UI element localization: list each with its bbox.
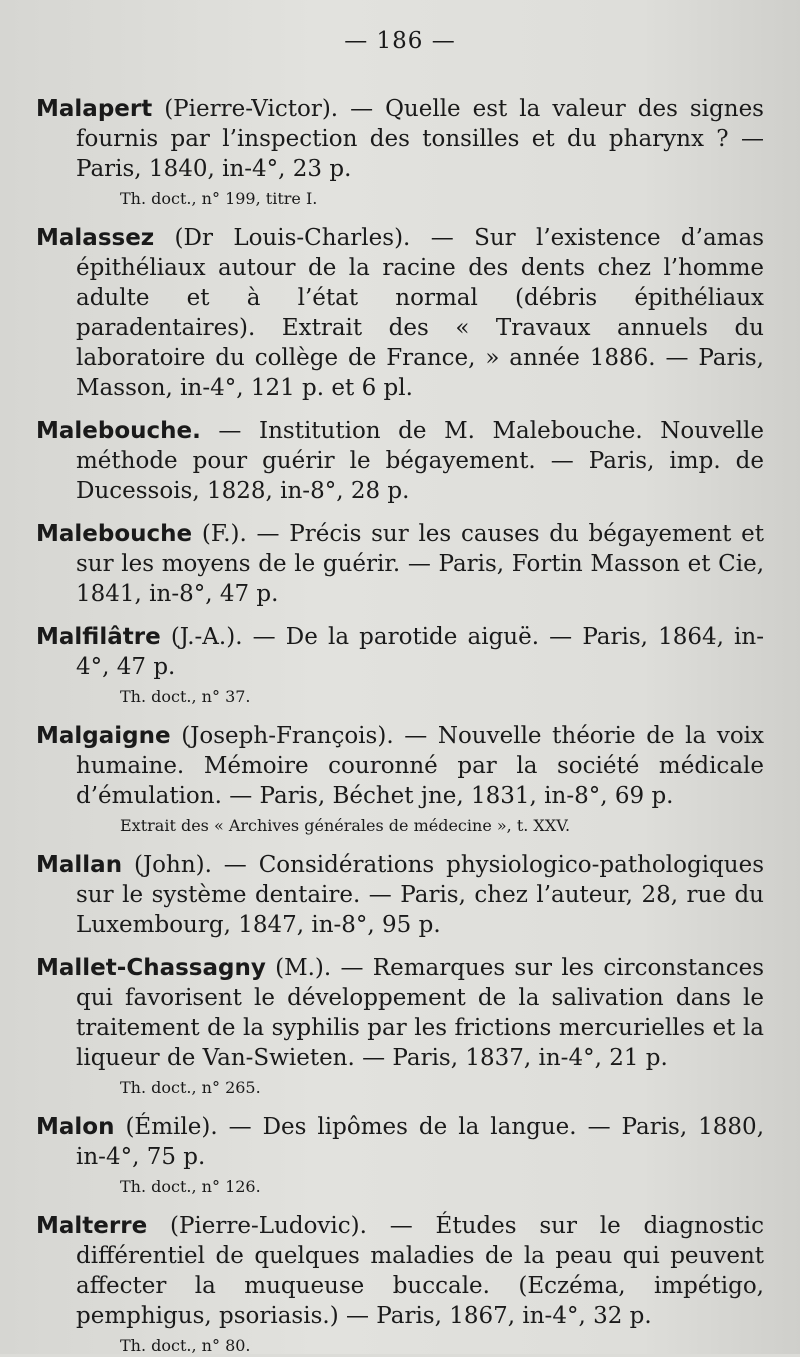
entry-body: (M.). — Remarques sur les circonstances qui favorisent le développement de la salivation dans le traitement de la syphilis par les frictions mercurielles et la liqueur de Van-Swieten. — Paris, 1837, in-4°, 21 p.: [76, 955, 764, 1071]
bibliography-entry: [36, 519, 764, 609]
entry-text: [36, 416, 764, 506]
bibliography-entry: [36, 223, 764, 403]
entry-note: Th. doct., n° 265.: [120, 1078, 261, 1097]
bibliography-entry: [36, 622, 764, 708]
entry-text: [36, 953, 764, 1073]
author-name: Mallet-Chassagny: [36, 955, 266, 981]
entry-body: (Pierre-Ludovic). — Études sur le diagnostic différentiel de quelques maladies de la peau qui peuvent affecter la muqueuse buccale. (Eczéma, impétigo, pemphigus, psoriasis.) — Paris, 1867, in-4°, 32 p.: [76, 1213, 764, 1329]
entry-text: [36, 622, 764, 682]
entry-body: (John). — Considérations physiologico-pathologiques sur le système dentaire. — Paris, chez l’auteur, 28, rue du Luxembourg, 1847, in-8°, 95 p.: [76, 852, 764, 938]
entry-body: (Pierre-Victor). — Quelle est la valeur des signes fournis par l’inspection des tonsilles et du pharynx ? — Paris, 1840, in-4°, 23 p.: [76, 96, 764, 182]
entry-body: (Joseph-François). — Nouvelle théorie de la voix humaine. Mémoire couronné par la société médicale d’émulation. — Paris, Béchet jne, 1831, in-8°, 69 p.: [76, 723, 764, 809]
author-name: Malapert: [36, 96, 153, 122]
bibliography-entry: [36, 721, 764, 837]
entry-body: (Dr Louis-Charles). — Sur l’existence d’amas épithéliaux autour de la racine des dents chez l’homme adulte et à l’état normal (débris épithéliaux paradentaires). Extrait des « Travaux annuels du laboratoire du collège de France, » année 1886. — Paris, Masson, in-4°, 121 p. et 6 pl.: [76, 225, 764, 401]
entry-note: Extrait des « Archives générales de médecine », t. XXV.: [120, 816, 571, 835]
bibliography-entry: [36, 850, 764, 940]
entry-body: (J.-A.). — De la parotide aiguë. — Paris, 1864, in-4°, 47 p.: [76, 624, 764, 680]
author-name: Malgaigne: [36, 723, 171, 749]
bibliography-entry: [36, 953, 764, 1099]
entry-note: Th. doct., n° 80.: [120, 1336, 251, 1355]
author-name: Malebouche: [36, 521, 193, 547]
bibliography-entry: [36, 94, 764, 210]
entry-text: [36, 519, 764, 609]
entry-note: Th. doct., n° 199, titre I.: [120, 189, 318, 208]
entry-text: [36, 850, 764, 940]
author-name: Malassez: [36, 225, 155, 251]
entry-body: (F.). — Précis sur les causes du bégayement et sur les moyens de le guérir. — Paris, Fortin Masson et Cie, 1841, in-8°, 47 p.: [76, 521, 764, 607]
author-name: Malebouche.: [36, 418, 201, 444]
author-name: Malfilâtre: [36, 624, 161, 650]
entry-text: [36, 1211, 764, 1331]
entry-text: [36, 1112, 764, 1172]
author-name: Malon: [36, 1114, 115, 1140]
bibliography-entry: [36, 1211, 764, 1357]
bibliography-entry: [36, 416, 764, 506]
page-number: — 186 —: [344, 28, 456, 54]
entry-text: [36, 94, 764, 184]
entry-note: Th. doct., n° 37.: [120, 687, 251, 706]
entry-text: [36, 223, 764, 403]
entry-body: (Émile). — Des lipômes de la langue. — Paris, 1880, in-4°, 75 p.: [76, 1114, 764, 1170]
entry-text: [36, 721, 764, 811]
entry-note: Th. doct., n° 126.: [120, 1177, 261, 1196]
entry-body: — Institution de M. Malebouche. Nouvelle méthode pour guérir le bégayement. — Paris, imp. de Ducessois, 1828, in-8°, 28 p.: [76, 418, 764, 504]
author-name: Mallan: [36, 852, 123, 878]
author-name: Malterre: [36, 1213, 148, 1239]
bibliography-entry: [36, 1112, 764, 1198]
